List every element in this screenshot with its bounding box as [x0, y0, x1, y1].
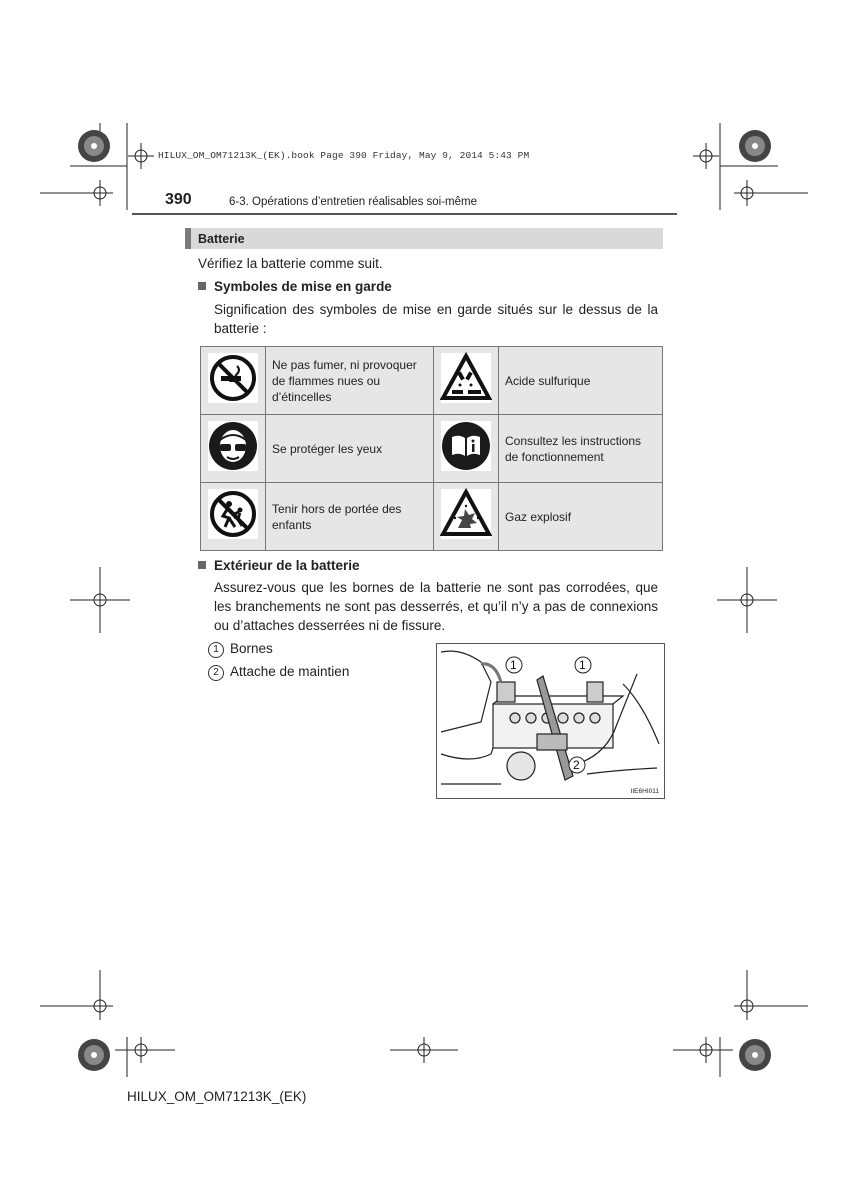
acid-icon: [440, 352, 492, 404]
battery-drawing: [437, 644, 664, 798]
no-smoking-icon: [207, 352, 259, 404]
callout-item: [208, 664, 349, 681]
table-row: [201, 347, 663, 415]
symbol-cell: [201, 347, 266, 415]
explosive-gas-icon: [440, 488, 492, 540]
svg-text:1: 1: [579, 658, 586, 672]
symbol-text: Ne pas fumer, ni provoquer de flammes nues ou d’étincelles: [266, 347, 434, 415]
warning-symbols-heading: [198, 279, 392, 294]
eye-protection-icon: [207, 420, 259, 472]
symbol-text: Consultez les instructions de fonctionnement: [499, 415, 663, 483]
svg-text:2: 2: [573, 758, 580, 772]
symbol-cell: [434, 483, 499, 551]
warning-symbols-description: Signification des symboles de mise en garde situés sur le dessus de la batterie :: [214, 302, 658, 336]
exterior-heading: [198, 558, 360, 573]
callout-label: Bornes: [230, 641, 273, 656]
symbol-text: Se protéger les yeux: [266, 415, 434, 483]
symbol-cell: [434, 415, 499, 483]
battery-illustration: [436, 643, 665, 799]
warning-symbols-table: [200, 346, 663, 551]
symbol-cell: [434, 347, 499, 415]
heading-text: Batterie: [198, 232, 245, 246]
callout-number: 1: [208, 642, 224, 658]
symbol-text: Tenir hors de portée des enfants: [266, 483, 434, 551]
table-row: [201, 415, 663, 483]
keep-children-away-icon: [207, 488, 259, 540]
symbol-text: Acide sulfurique: [499, 347, 663, 415]
section-title: 6-3. Opérations d’entretien réalisables soi-même: [229, 196, 478, 208]
warning-symbols-title: Symboles de mise en garde: [214, 279, 392, 294]
table-row: [201, 483, 663, 551]
bullet-square: [198, 282, 206, 290]
file-info: HILUX_OM_OM71213K_(EK).book Page 390 Friday, May 9, 2014 5:43 PM: [158, 150, 530, 161]
heading-accent: [185, 228, 191, 249]
svg-text:1: 1: [510, 658, 517, 672]
footer-text: HILUX_OM_OM71213K_(EK): [127, 1089, 307, 1104]
header-rule: [132, 213, 677, 215]
callout-number: 2: [208, 665, 224, 681]
page-number: 390: [165, 191, 192, 208]
manual-icon: [440, 420, 492, 472]
exterior-title: Extérieur de la batterie: [214, 558, 360, 573]
callout-item: [208, 641, 273, 658]
symbol-cell: [201, 483, 266, 551]
intro-text: Vérifiez la batterie comme suit.: [198, 256, 383, 271]
symbol-cell: [201, 415, 266, 483]
symbol-text: Gaz explosif: [499, 483, 663, 551]
exterior-text: Assurez-vous que les bornes de la batterie ne sont pas corrodées, que les branchements ne sont pas desserrés, et qu’il n’y a pas de connexions ou d’attaches desserrées ni de fissure.: [214, 580, 658, 633]
bullet-square: [198, 561, 206, 569]
figure-code: IIE6HI011: [630, 788, 659, 795]
callout-label: Attache de maintien: [230, 664, 350, 679]
section-heading: [185, 228, 663, 249]
